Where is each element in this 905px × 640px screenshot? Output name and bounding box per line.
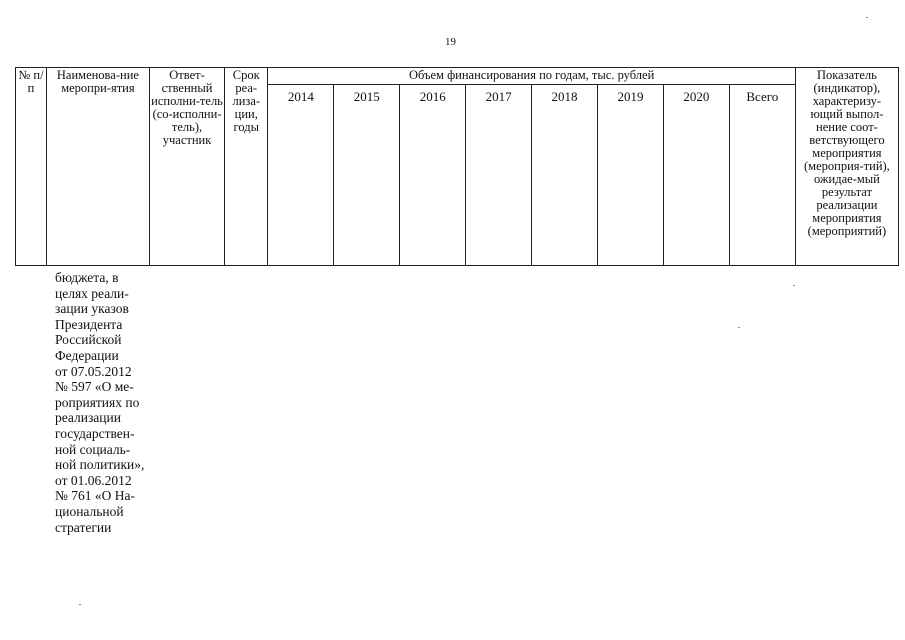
header-num: № п/п bbox=[16, 68, 47, 266]
continuation-text: бюджета, в целях реали- зации указов Президента Российской Федерации от 07.05.2012 № 597 «О ме- роприятиях по реализации государствен- ной социаль- ной политики», от 01.06.2012 № 761 «О На- циональной стратегии bbox=[55, 270, 145, 535]
year-2019: 2019 bbox=[598, 85, 664, 266]
header-name: Наименова-ние меропри-ятия bbox=[46, 68, 149, 266]
year-2018: 2018 bbox=[532, 85, 598, 266]
year-total: Всего bbox=[729, 85, 795, 266]
header-responsible: Ответ-ственный исполни-тель (со-исполни-тель), участник bbox=[149, 68, 224, 266]
scan-speck bbox=[793, 285, 795, 286]
year-2017: 2017 bbox=[466, 85, 532, 266]
header-funding: Объем финансирования по годам, тыс. рублей bbox=[268, 68, 795, 85]
scan-speck bbox=[866, 17, 868, 18]
funding-table bbox=[15, 67, 899, 266]
header-term: Срок реа-лиза-ции, годы bbox=[225, 68, 268, 266]
header-indicator: Показатель (индикатор), характеризу-ющий выпол-нение соот-ветствующего мероприятия (мероприя-тий), ожидае-мый результат реализации мероприятия (мероприятий) bbox=[795, 68, 898, 266]
page-number: 19 bbox=[445, 36, 456, 48]
scan-speck bbox=[79, 604, 81, 605]
year-2020: 2020 bbox=[663, 85, 729, 266]
scan-speck bbox=[738, 327, 740, 328]
year-2015: 2015 bbox=[334, 85, 400, 266]
year-2014: 2014 bbox=[268, 85, 334, 266]
year-2016: 2016 bbox=[400, 85, 466, 266]
